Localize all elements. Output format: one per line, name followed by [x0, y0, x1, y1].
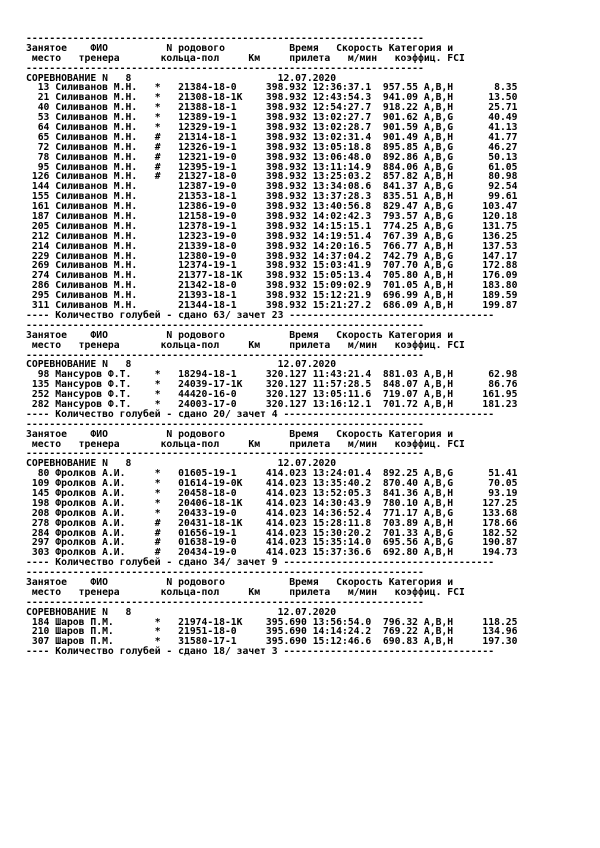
separator-line: --------------------------------------------------------------------: [26, 418, 424, 430]
result-row: 307 Шаров П.М. * 31580-17-1 395.690 15:12:46.6 690.83 A,B,H 197.30: [26, 636, 518, 648]
column-header: место тренера кольца-пол Км прилета м/мин коэффиц. FCI: [26, 339, 465, 351]
section-summary: ---- Количество голубей - сдано 20/ зачет 4 ------------------------------------: [26, 408, 495, 420]
result-row: 311 Силиванов М.Н. 21344-18-1 398.932 15:21:27.2 686.09 A,B,H 199.87: [26, 300, 518, 312]
result-row: 303 Фролков А.И. # 20434-19-0 414.023 15:37:36.6 692.80 A,B,H 194.73: [26, 547, 518, 559]
column-header: место тренера кольца-пол Км прилета м/мин коэффиц. FCI: [26, 52, 465, 64]
result-row: 13 Силиванов М.Н. * 21384-18-0 398.932 12:36:37.1 957.55 A,B,H 8.35: [26, 82, 518, 94]
result-row: 297 Фролков А.И. # 01638-19-0 414.023 15:35:14.0 695.56 A,B,G 190.87: [26, 537, 518, 549]
result-row: 53 Силиванов М.Н. * 12389-19-1 398.932 13:02:27.7 901.62 A,B,G 40.49: [26, 112, 518, 124]
result-row: 198 Фролков А.И. * 20406-18-1K 414.023 14:30:43.9 780.10 A,B,H 127.25: [26, 497, 518, 509]
result-row: 145 Фролков А.И. * 20458-18-0 414.023 13:52:05.3 841.36 A,B,H 93.19: [26, 487, 518, 499]
separator-line: --------------------------------------------------------------------: [26, 567, 424, 579]
column-header: Занятое ФИО N родового Время Скорость Категория и: [26, 329, 454, 341]
result-row: 252 Мансуров Ф.Т. * 44420-16-0 320.127 13:05:11.6 719.07 A,B,H 161.95: [26, 389, 518, 401]
result-row: 210 Шаров П.М. * 21951-18-0 395.690 14:14:24.2 769.22 A,B,H 134.96: [26, 626, 518, 638]
result-row: 64 Силиванов М.Н. * 12329-19-1 398.932 13:02:28.7 901.59 A,B,G 41.13: [26, 122, 518, 134]
result-row: 72 Силиванов М.Н. # 12326-19-1 398.932 13:05:18.8 895.85 A,B,G 46.27: [26, 141, 518, 153]
result-row: 95 Силиванов М.Н. # 12395-19-1 398.932 13:11:14.9 884.06 A,B,G 61.05: [26, 161, 518, 173]
result-row: 40 Силиванов М.Н. * 21388-18-1 398.932 12:54:27.7 918.22 A,B,H 25.71: [26, 102, 518, 114]
result-row: 274 Силиванов М.Н. 21377-18-1K 398.932 15:05:13.4 705.80 A,B,H 176.09: [26, 270, 518, 282]
result-row: 205 Силиванов М.Н. 12378-19-1 398.932 14:15:15.1 774.25 A,B,G 131.75: [26, 220, 518, 232]
result-row: 229 Силиванов М.Н. 12380-19-0 398.932 14:37:04.2 742.79 A,B,G 147.17: [26, 250, 518, 262]
column-header: Занятое ФИО N родового Время Скорость Категория и: [26, 428, 454, 440]
column-header: Занятое ФИО N родового Время Скорость Категория и: [26, 576, 454, 588]
column-header: место тренера кольца-пол Км прилета м/мин коэффиц. FCI: [26, 586, 465, 598]
result-row: 78 Силиванов М.Н. # 12321-19-0 398.932 13:06:48.0 892.86 A,B,G 50.13: [26, 151, 518, 163]
competition-title: СОРЕВНОВАНИЕ N 8 12.07.2020: [26, 359, 337, 371]
result-row: 208 Фролков А.И. * 20433-19-0 414.023 14:36:52.4 771.17 A,B,G 133.68: [26, 507, 518, 519]
separator-line: --------------------------------------------------------------------: [26, 596, 424, 608]
result-row: 212 Силиванов М.Н. 12323-19-0 398.932 14:19:51.4 767.39 A,B,G 136.25: [26, 230, 518, 242]
section-summary: ---- Количество голубей - сдано 63/ зачет 23 -----------------------------------: [26, 309, 495, 321]
result-row: 214 Силиванов М.Н. 21339-18-0 398.932 14:20:16.5 766.77 A,B,H 137.53: [26, 240, 518, 252]
result-row: 269 Силиванов М.Н. 12374-19-1 398.932 15:03:41.9 707.70 A,B,G 172.88: [26, 260, 518, 272]
result-row: 126 Силиванов М.Н. # 21327-18-0 398.932 13:25:03.2 857.82 A,B,H 80.98: [26, 171, 518, 183]
result-row: 21 Силиванов М.Н. * 21308-18-1K 398.932 12:43:54.3 941.09 A,B,H 13.50: [26, 92, 518, 104]
competition-title: СОРЕВНОВАНИЕ N 8 12.07.2020: [26, 606, 337, 618]
competition-title: СОРЕВНОВАНИЕ N 8 12.07.2020: [26, 72, 337, 84]
result-row: 155 Силиванов М.Н. 21353-18-1 398.932 13:37:28.3 835.51 A,B,H 99.61: [26, 191, 518, 203]
separator-line: --------------------------------------------------------------------: [26, 33, 424, 44]
separator-line: --------------------------------------------------------------------: [26, 349, 424, 361]
column-header: место тренера кольца-пол Км прилета м/мин коэффиц. FCI: [26, 438, 465, 450]
result-row: 144 Силиванов М.Н. 12387-19-0 398.932 13:34:08.6 841.37 A,B,G 92.54: [26, 181, 518, 193]
result-row: 286 Силиванов М.Н. 21342-18-0 398.932 15:09:02.9 701.05 A,B,H 183.80: [26, 280, 518, 292]
column-header: Занятое ФИО N родового Время Скорость Категория и: [26, 42, 454, 54]
result-row: 187 Силиванов М.Н. 12158-19-0 398.932 14:02:42.3 793.57 A,B,G 120.18: [26, 211, 518, 223]
result-row: 109 Фролков А.И. * 01614-19-0K 414.023 13:35:40.2 870.40 A,B,G 70.05: [26, 478, 518, 490]
results-document: [26, 34, 518, 657]
result-row: 161 Силиванов М.Н. 12386-19-0 398.932 13:40:56.8 829.47 A,B,G 103.47: [26, 201, 518, 213]
separator-line: --------------------------------------------------------------------: [26, 62, 424, 74]
separator-line: --------------------------------------------------------------------: [26, 448, 424, 460]
result-row: 65 Силиванов М.Н. # 21314-18-1 398.932 13:02:31.4 901.49 A,B,H 41.77: [26, 131, 518, 143]
separator-line: --------------------------------------------------------------------: [26, 319, 424, 331]
result-row: 282 Мансуров Ф.Т. * 24003-17-0 320.127 13:16:12.1 701.72 A,B,H 181.23: [26, 398, 518, 410]
result-row: 80 Фролков А.И. * 01605-19-1 414.023 13:24:01.4 892.25 A,B,G 51.41: [26, 468, 518, 480]
result-row: 295 Силиванов М.Н. 21393-18-1 398.932 15:12:21.9 696.99 A,B,H 189.59: [26, 290, 518, 302]
result-row: 284 Фролков А.И. # 01656-19-1 414.023 15:30:20.2 701.33 A,B,G 182.52: [26, 527, 518, 539]
result-row: 184 Шаров П.М. * 21974-18-1K 395.690 13:56:54.0 796.32 A,B,H 118.25: [26, 616, 518, 628]
result-row: 135 Мансуров Ф.Т. * 24039-17-1K 320.127 11:57:28.5 848.07 A,B,H 86.76: [26, 379, 518, 391]
result-row: 98 Мансуров Ф.Т. * 18294-18-1 320.127 11:43:21.4 881.03 A,B,H 62.98: [26, 369, 518, 381]
competition-title: СОРЕВНОВАНИЕ N 8 12.07.2020: [26, 458, 337, 470]
section-summary: ---- Количество голубей - сдано 34/ зачет 9 ------------------------------------: [26, 557, 495, 569]
section-summary: ---- Количество голубей - сдано 18/ зачет 3 ------------------------------------: [26, 646, 495, 658]
result-row: 278 Фролков А.И. # 20431-18-1K 414.023 15:28:11.8 703.89 A,B,H 178.66: [26, 517, 518, 529]
